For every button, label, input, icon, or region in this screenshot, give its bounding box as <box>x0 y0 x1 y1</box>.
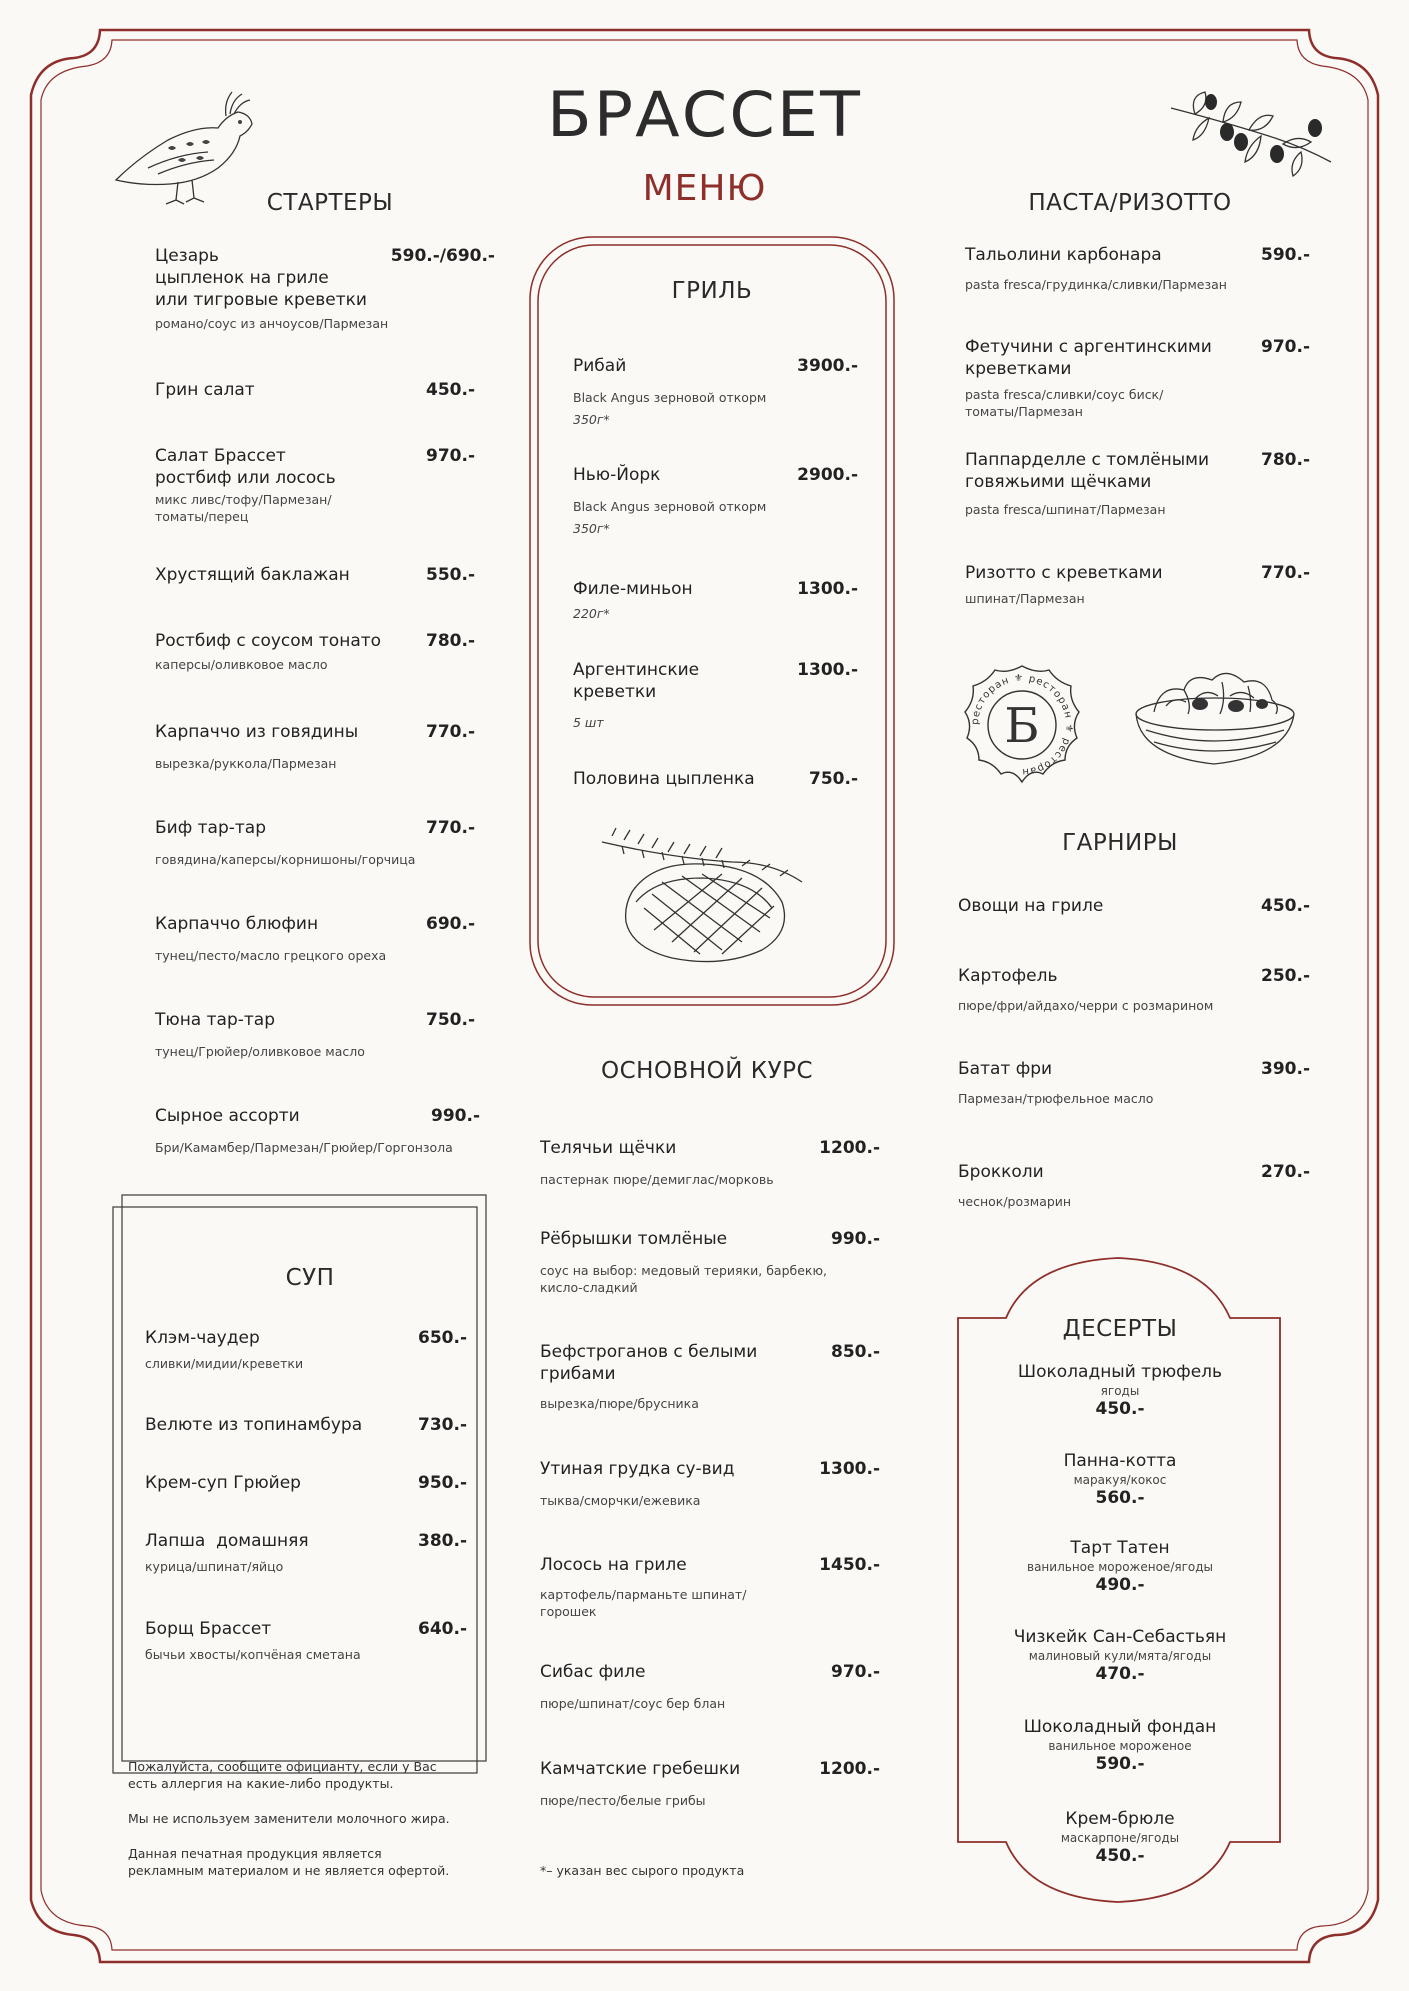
item-name: Тальолини карбонара <box>965 245 1162 265</box>
dessert-item <box>960 1809 1280 1867</box>
item-description: тунец/песто/масло грецкого ореха <box>155 948 387 963</box>
menu-item <box>155 817 475 868</box>
item-price: 970.- <box>426 446 475 466</box>
item-description: Бри/Камамбер/Пармезан/Грюйер/Горгонзола <box>155 1140 453 1155</box>
item-weight: 350г* <box>573 521 610 536</box>
item-name: Салат Брассет ростбиф или лосось <box>155 446 336 488</box>
dessert-item <box>960 1451 1280 1509</box>
item-name: Нью-Йорк <box>573 465 661 485</box>
menu-item <box>155 245 495 332</box>
item-description: картофель/парманьте шпинат/ горошек <box>540 1587 747 1619</box>
item-price: 450.- <box>1095 1399 1145 1419</box>
dessert-item <box>960 1538 1280 1596</box>
item-description: говядина/каперсы/корнишоны/горчица <box>155 852 416 867</box>
item-name: Рёбрышки томлёные <box>540 1229 728 1249</box>
item-name: Брокколи <box>958 1162 1044 1182</box>
menu-item <box>573 464 858 536</box>
logo-letter: Б <box>1004 698 1040 754</box>
item-price: 450.- <box>426 380 475 400</box>
item-name: Ризотто с креветками <box>965 563 1163 583</box>
item-price: 250.- <box>1261 966 1310 986</box>
item-price: 990.- <box>831 1229 880 1249</box>
menu-item <box>540 1758 880 1809</box>
menu-item <box>965 449 1310 518</box>
item-price: 770.- <box>426 818 475 838</box>
item-description: pasta fresca/грудинка/сливки/Пармезан <box>965 277 1227 292</box>
menu-item <box>155 913 475 964</box>
item-price: 1200.- <box>819 1759 880 1779</box>
starters-heading: СТАРТЕРЫ <box>266 190 394 216</box>
item-name: Батат фри <box>958 1059 1053 1079</box>
item-name: Половина цыпленка <box>573 769 755 789</box>
item-price: 950.- <box>418 1473 467 1493</box>
menu-item <box>573 768 858 790</box>
menu-item <box>573 355 858 427</box>
menu-item <box>573 659 858 730</box>
item-name: Борщ Брассет <box>145 1619 272 1639</box>
item-price: 750.- <box>809 769 858 789</box>
item-price: 450.- <box>1095 1846 1145 1866</box>
item-price: 1450.- <box>819 1555 880 1575</box>
item-price: 270.- <box>1261 1162 1310 1182</box>
item-price: 590.- <box>1095 1754 1145 1774</box>
item-price: 990.- <box>431 1106 480 1126</box>
item-price: 970.- <box>1261 337 1310 357</box>
item-description: пюре/песто/белые грибы <box>540 1793 706 1808</box>
item-name: Крем-суп Грюйер <box>145 1473 301 1493</box>
menu-item <box>573 578 858 621</box>
item-price: 590.-/690.- <box>390 246 495 266</box>
item-price: 970.- <box>831 1662 880 1682</box>
item-price: 1300.- <box>797 579 858 599</box>
item-description: пюре/шпинат/соус бер блан <box>540 1696 726 1711</box>
item-name: Панна-котта <box>1063 1451 1177 1471</box>
menu-item <box>540 1228 880 1296</box>
item-price: 1300.- <box>797 660 858 680</box>
desserts-heading: ДЕСЕРТЫ <box>1062 1316 1178 1342</box>
menu-item <box>155 1009 475 1060</box>
item-description: pasta fresca/сливки/соус биск/ томаты/Пармезан <box>965 387 1164 419</box>
item-description: шпинат/Пармезан <box>965 591 1085 606</box>
menu-item <box>155 379 475 401</box>
menu-item <box>958 1058 1310 1107</box>
sides-heading: ГАРНИРЫ <box>1062 830 1178 856</box>
pasta-heading: ПАСТА/РИЗОТТО <box>1028 190 1232 216</box>
item-name: Хрустящий баклажан <box>155 565 350 585</box>
item-name: Шоколадный трюфель <box>1017 1362 1223 1382</box>
item-price: 690.- <box>426 914 475 934</box>
item-price: 490.- <box>1095 1575 1145 1595</box>
item-description: ягоды <box>1100 1384 1140 1398</box>
item-price: 850.- <box>831 1342 880 1362</box>
menu-item <box>145 1472 467 1494</box>
menu-item <box>958 965 1310 1014</box>
item-name: Шоколадный фондан <box>1023 1717 1217 1737</box>
item-name: Карпаччо из говядины <box>155 722 359 742</box>
item-description: малиновый кули/мята/ягоды <box>1028 1649 1212 1663</box>
item-name: Биф тар-тар <box>155 818 267 838</box>
item-name: Утиная грудка су-вид <box>540 1459 735 1479</box>
item-name: Крем-брюле <box>1065 1809 1175 1829</box>
item-name: Телячьи щёчки <box>540 1138 677 1158</box>
item-name: Овощи на гриле <box>958 896 1104 916</box>
menu-item <box>540 1341 880 1412</box>
menu-item <box>540 1554 880 1620</box>
dairy-note: Мы не используем заменители молочного жира. <box>128 1811 450 1826</box>
restaurant-title: БРАССЕТ <box>547 78 862 151</box>
item-price: 590.- <box>1261 245 1310 265</box>
dessert-item <box>960 1362 1280 1420</box>
item-name: Клэм-чаудер <box>145 1328 260 1348</box>
item-name: Лапша домашняя <box>145 1531 309 1551</box>
item-description: соус на выбор: медовый терияки, барбекю, кисло-сладкий <box>540 1263 827 1295</box>
item-weight: 220г* <box>573 606 610 621</box>
salad-bowl-illustration <box>1130 660 1300 770</box>
item-description: пюре/фри/айдахо/черри с розмарином <box>958 998 1214 1013</box>
item-description: курица/шпинат/яйцо <box>145 1559 284 1574</box>
item-description: вырезка/пюре/брусника <box>540 1396 699 1411</box>
item-description: маракуя/кокос <box>1073 1473 1167 1487</box>
item-description: микс ливс/тофу/Пармезан/ томаты/перец <box>155 492 332 524</box>
item-price: 780.- <box>426 631 475 651</box>
menu-item <box>155 564 475 586</box>
menu-item <box>958 895 1310 917</box>
item-description: романо/соус из анчоусов/Пармезан <box>155 316 389 331</box>
menu-item <box>965 562 1310 607</box>
menu-item <box>155 445 475 525</box>
menu-item <box>155 721 475 772</box>
item-price: 560.- <box>1095 1488 1145 1508</box>
item-price: 750.- <box>426 1010 475 1030</box>
item-description: ванильное мороженое <box>1048 1739 1192 1753</box>
item-description: ванильное мороженое/ягоды <box>1027 1560 1213 1574</box>
allergy-note: Пожалуйста, сообщите официанту, если у Вас есть аллергия на какие-либо продукты. <box>128 1759 437 1791</box>
item-description: pasta fresca/шпинат/Пармезан <box>965 502 1166 517</box>
legal-note: Данная печатная продукция является рекламным материалом и не является офертой. <box>128 1846 450 1878</box>
item-name: Фетучини с аргентинскими креветками <box>965 337 1212 379</box>
item-price: 640.- <box>418 1619 467 1639</box>
item-price: 3900.- <box>797 356 858 376</box>
item-price: 380.- <box>418 1531 467 1551</box>
menu-item <box>965 244 1310 293</box>
item-price: 1200.- <box>819 1138 880 1158</box>
item-description: чеснок/розмарин <box>958 1194 1072 1209</box>
menu-item <box>540 1137 880 1188</box>
item-description: тыква/сморчки/ежевика <box>540 1493 701 1508</box>
item-description: Black Angus зерновой откорм <box>573 499 767 514</box>
item-description: вырезка/руккола/Пармезан <box>155 756 337 771</box>
steak-illustration <box>592 822 822 972</box>
item-description: сливки/мидии/креветки <box>145 1356 304 1371</box>
item-name: Тюна тар-тар <box>155 1010 275 1030</box>
menu-item <box>540 1458 880 1509</box>
item-description: каперсы/оливковое масло <box>155 657 328 672</box>
item-price: 470.- <box>1095 1664 1145 1684</box>
item-price: 450.- <box>1261 896 1310 916</box>
item-price: 770.- <box>426 722 475 742</box>
item-weight: 5 шт <box>573 715 604 730</box>
item-name: Филе-миньон <box>573 579 693 599</box>
item-name: Аргентинские креветки <box>573 660 700 702</box>
item-name: Сырное ассорти <box>155 1106 300 1126</box>
menu-item <box>145 1327 467 1372</box>
soup-heading: СУП <box>285 1265 335 1291</box>
item-name: Грин салат <box>155 380 255 400</box>
item-name: Тарт Татен <box>1070 1538 1170 1558</box>
item-name: Бефстроганов с белыми грибами <box>540 1342 758 1384</box>
item-name: Чизкейк Сан-Себастьян <box>1013 1627 1227 1647</box>
item-name: Карпаччо блюфин <box>155 914 319 934</box>
item-price: 780.- <box>1261 450 1310 470</box>
item-price: 650.- <box>418 1328 467 1348</box>
item-price: 2900.- <box>797 465 858 485</box>
menu-item <box>155 1105 480 1156</box>
item-name: Велюте из топинамбура <box>145 1415 363 1435</box>
menu-item <box>958 1161 1310 1210</box>
item-name: Картофель <box>958 966 1058 986</box>
item-description: пастернак пюре/демиглас/морковь <box>540 1172 774 1187</box>
menu-item <box>145 1414 467 1436</box>
item-name: Сибас филе <box>540 1662 646 1682</box>
item-price: 770.- <box>1261 563 1310 583</box>
menu-item <box>145 1530 467 1575</box>
item-name: Рибай <box>573 356 627 376</box>
restaurant-logo-seal <box>957 660 1087 790</box>
menu-item <box>155 630 475 673</box>
item-name: Ростбиф с соусом тонато <box>155 631 382 651</box>
dessert-item <box>960 1627 1280 1685</box>
item-description: маскарпоне/ягоды <box>1060 1831 1180 1845</box>
menu-item <box>540 1661 880 1712</box>
item-name: Лосось на гриле <box>540 1555 687 1575</box>
menu-item <box>965 336 1310 420</box>
menu-subtitle: МЕНЮ <box>642 168 767 209</box>
menu-item <box>145 1618 467 1663</box>
grill-heading: ГРИЛЬ <box>671 278 753 304</box>
item-price: 1300.- <box>819 1459 880 1479</box>
item-description: Пармезан/трюфельное масло <box>958 1091 1154 1106</box>
item-weight: 350г* <box>573 412 610 427</box>
weight-footnote: *– указан вес сырого продукта <box>540 1863 745 1878</box>
dessert-item <box>960 1717 1280 1775</box>
item-price: 550.- <box>426 565 475 585</box>
item-name: Цезарь цыпленок на гриле или тигровые креветки <box>155 246 367 310</box>
item-price: 730.- <box>418 1415 467 1435</box>
item-description: Black Angus зерновой откорм <box>573 390 767 405</box>
item-price: 390.- <box>1261 1059 1310 1079</box>
item-name: Камчатские гребешки <box>540 1759 741 1779</box>
item-description: бычьи хвосты/копчёная сметана <box>145 1647 361 1662</box>
item-description: тунец/Грюйер/оливковое масло <box>155 1044 365 1059</box>
item-name: Паппарделле с томлёными говяжьими щёчками <box>965 450 1210 492</box>
main-course-heading: ОСНОВНОЙ КУРС <box>600 1058 814 1084</box>
logo-ring-text: ресторан ⚜ ресторан ⚜ ресторан <box>969 672 1075 778</box>
